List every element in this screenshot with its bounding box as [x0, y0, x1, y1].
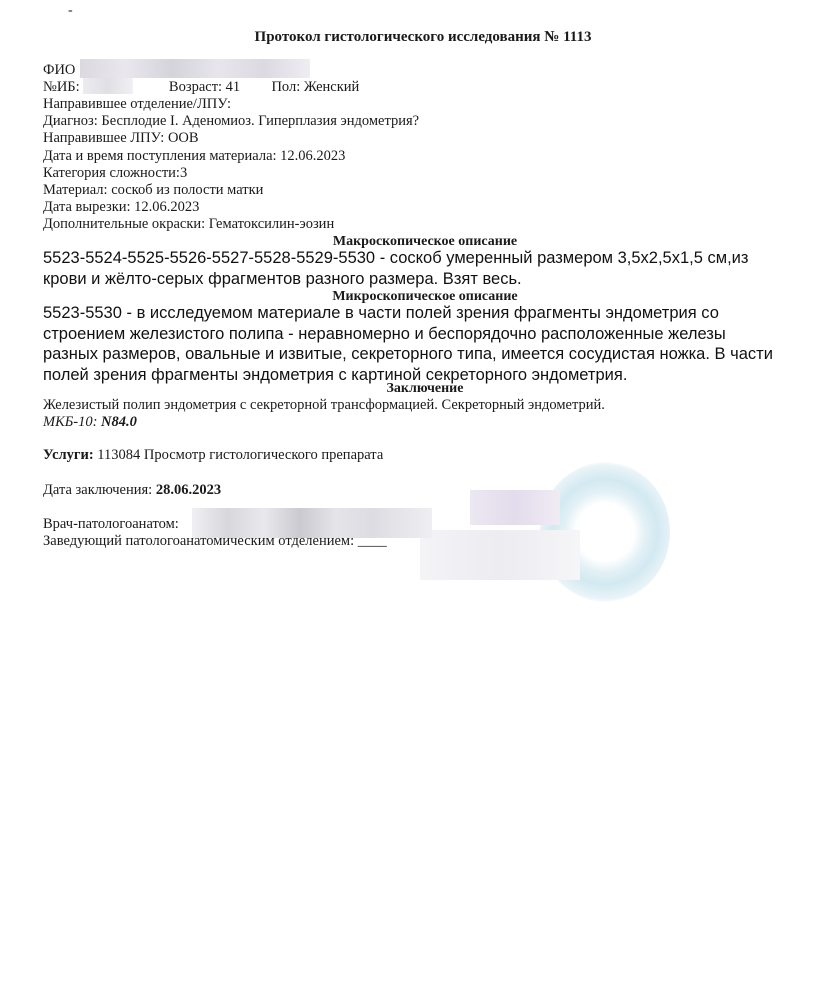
micro-line: строением железистого полипа - неравномерно и беспорядочно расположенные железы — [43, 324, 726, 343]
macro-heading: Макроскопическое описание — [332, 234, 518, 249]
micro-line: 5523-5530 - в исследуемом материале в части полей зрения фрагменты эндометрия со — [43, 304, 719, 322]
diagnosis-line: Диагноз: Бесплодие I. Аденомиоз. Гиперплазия эндометрия? — [43, 113, 420, 129]
mkb-line — [43, 414, 137, 431]
micro-line: полей зрения фрагменты эндометрия с картиной секреторного эндометрия. — [43, 365, 628, 384]
pathologist-line: Врач-патологоанатом: — [43, 516, 179, 532]
complexity-line: Категория сложности:3 — [43, 165, 188, 181]
material-line: Материал: соскоб из полости матки — [43, 182, 264, 198]
department-line: Направившее отделение/ЛПУ: — [43, 96, 231, 112]
redacted-name-blur — [80, 59, 310, 78]
cut-date-line: Дата вырезки: 12.06.2023 — [43, 199, 200, 215]
head-signature-line: ____ — [357, 533, 387, 549]
age-text: Возраст: 41 — [168, 79, 241, 95]
redacted-signature-blur — [420, 530, 580, 580]
conclusion-date-value: 28.06.2023 — [155, 482, 222, 498]
redacted-signature-blur — [470, 490, 560, 525]
mkb-code: N84.0 — [101, 414, 137, 430]
micro-heading: Микроскопическое описание — [332, 289, 518, 304]
lpu-line: Направившее ЛПУ: ООВ — [43, 130, 199, 146]
micro-line: разных размеров, овальные и извитые, секреторного типа, имеется сосудистая ножка. В части — [43, 345, 773, 363]
conclusion-date-label: Дата заключения: — [43, 482, 153, 498]
head-label: Заведующий патологоанатомическим отделением: — [43, 533, 355, 549]
conclusion-heading: Заключение — [386, 381, 464, 396]
document-title: Протокол гистологического исследования № 1113 — [254, 29, 592, 45]
ib-label: №ИБ: — [43, 79, 80, 95]
services-label: Услуги: — [43, 447, 94, 463]
conclusion-text: Железистый полип эндометрия с секреторной трансформацией. Секреторный эндометрий. — [43, 397, 605, 413]
head-line — [43, 533, 387, 550]
mkb-label: МКБ-10: — [43, 414, 98, 430]
micro-text — [43, 303, 813, 385]
fio-label: ФИО — [43, 62, 76, 78]
macro-line: крови и жёлто-серых фрагментов разного размера. Взят весь. — [43, 269, 522, 288]
services-line — [43, 447, 383, 464]
fio-line — [43, 62, 75, 79]
ib-line — [43, 79, 359, 96]
macro-text — [43, 248, 813, 289]
services-text: 113084 Просмотр гистологического препарата — [97, 447, 384, 463]
stains-line: Дополнительные окраски: Гематоксилин-эозин — [43, 216, 335, 232]
received-line: Дата и время поступления материала: 12.06.2023 — [43, 148, 346, 164]
header-mark: - — [68, 3, 73, 18]
sex-text: Пол: Женский — [271, 79, 360, 95]
macro-line: 5523-5524-5525-5526-5527-5528-5529-5530 - соскоб умеренный размером 3,5х2,5х1,5 см,из — [43, 249, 749, 267]
conclusion-date-line — [43, 482, 221, 499]
